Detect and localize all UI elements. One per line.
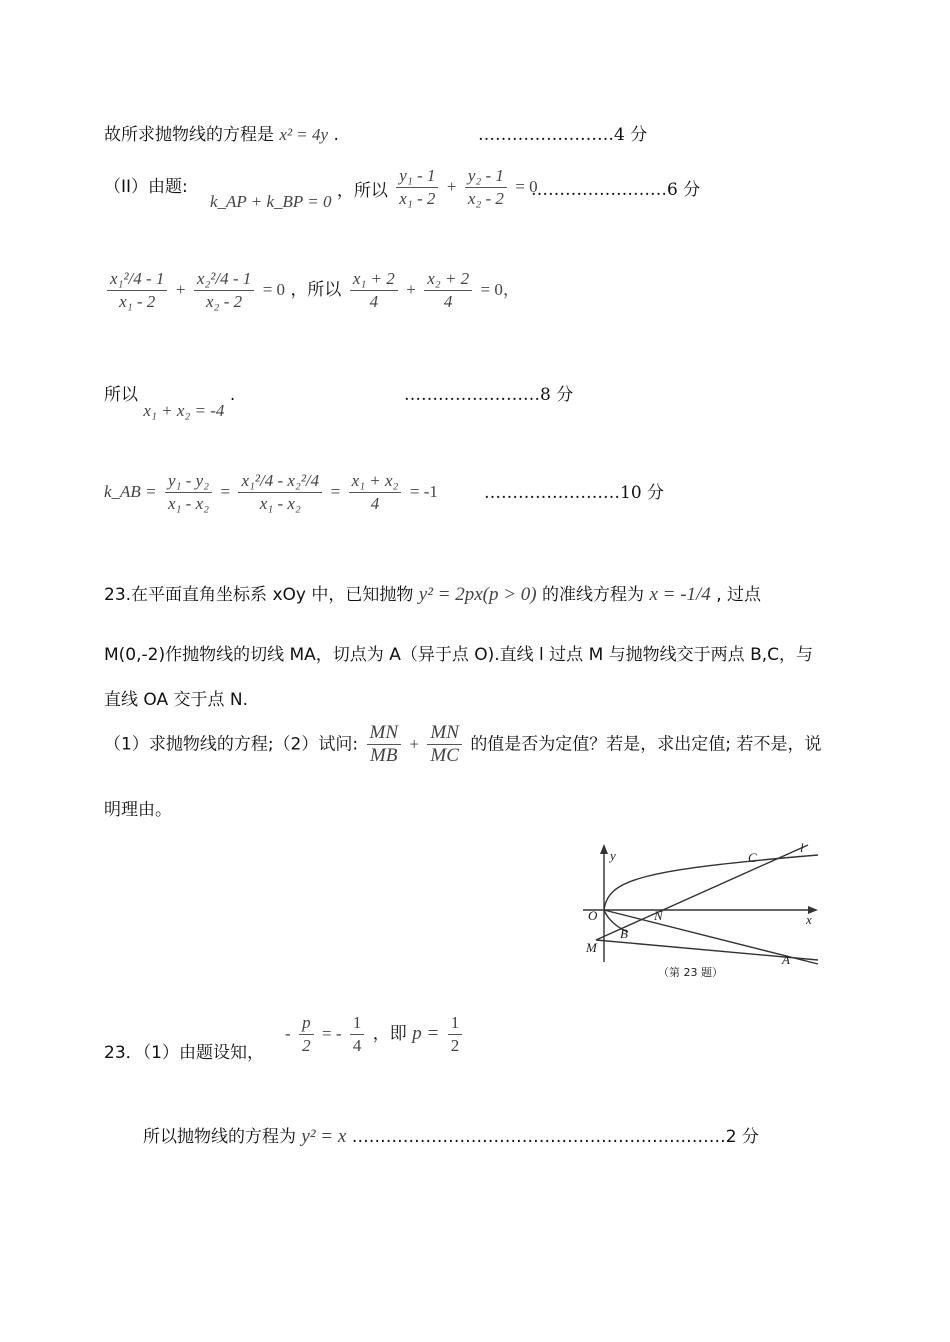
- k-sum-eq: k_AP + k_BP = 0: [210, 192, 332, 211]
- line-5-rhs: = -1: [409, 482, 438, 501]
- frac-sq-diff: $\frac{\text{x₁²/4 - x₂²/4}}{\text{x₁ - x₂}}$: [238, 470, 322, 515]
- y-arrow: [600, 844, 608, 854]
- frac-p-2: $\frac{p}{2}$: [299, 1012, 314, 1057]
- line-3: $\frac{\text{x₁²/4 - 1}}{\text{x₁ - 2}}$ + $\frac{\text{x₂²/4 - 1}}{\text{x₂ - 2}}$ = 0 ，所以 $\frac{\text{x₁ + 2}}{4}$ + $\frac{\text{x₂ + 2}}{4}$ = 0，: [104, 268, 520, 313]
- line-4-text: 所以: [104, 385, 138, 405]
- label-N: N: [654, 908, 663, 923]
- line-2-label: （II）由题:: [104, 177, 188, 197]
- line-2-rhs: = 0: [515, 177, 538, 196]
- q23-line-2: M(0,-2)作抛物线的切线 MA，切点为 A（异于点 O).直线 l 过点 M 与抛物线交于两点 B,C，与: [104, 645, 814, 665]
- line-4-score: ……………………8 分: [404, 385, 574, 405]
- a23b-text: 所以抛物线的方程为: [143, 1127, 296, 1147]
- parabola-curve: [604, 855, 818, 910]
- a23-label: 23．（1）由题设知，: [104, 1043, 264, 1063]
- frac-y2: $\frac{\text{y₂ - 1}}{\text{x₂ - 2}}$: [465, 165, 507, 210]
- line-1: [104, 120, 339, 145]
- q23-line-5: 明理由。: [104, 800, 172, 820]
- a23-line-1-eq: - $\frac{p}{2}$ = - $\frac{1}{4}$ ，即 p = $\frac{1}{2}$: [285, 1012, 465, 1057]
- line-3-rhs2: = 0，: [480, 280, 520, 299]
- q23-line1-b: 的准线方程为: [542, 585, 645, 605]
- label-y: y: [610, 848, 616, 863]
- q23-directrix-eq: x = -1/4: [649, 584, 711, 605]
- line-2-eq: k_AP + k_BP = 0 ，所以 $\frac{\text{y₁ - 1}}{\text{x₁ - 2}}$ + $\frac{\text{y₂ - 1}}{\text{x₂ - 2}}$ = 0: [210, 166, 538, 211]
- frac-mn-mc: $\frac{MN}{MC}$: [427, 722, 462, 767]
- figure-caption: （第 23 题）: [658, 966, 723, 979]
- line-4-eq: x₁ + x₂ = -4: [143, 401, 225, 420]
- frac-mn-mb: $\frac{MN}{MB}$: [367, 722, 402, 767]
- q23-line4-b: 的值是否为定值？若是，求出定值; 若不是，说: [470, 734, 822, 755]
- label-l: l: [800, 840, 804, 855]
- frac-1-2: $\frac{1}{2}$: [448, 1012, 463, 1057]
- a23-line-1: [104, 1038, 264, 1063]
- line-2-score: ……………………6 分: [531, 180, 701, 200]
- label-B: B: [620, 926, 628, 941]
- label-A: A: [782, 952, 790, 967]
- frac-y1: $\frac{\text{y₁ - 1}}{\text{x₁ - 2}}$: [396, 165, 438, 210]
- q23-parabola-eq: y² = 2px(p > 0): [418, 584, 537, 605]
- line-2-mid: ，所以: [336, 181, 388, 201]
- frac-y1-y2: $\frac{\text{y₁ - y₂}}{\text{x₁ - x₂}}$: [165, 470, 212, 515]
- frac-x2sq: $\frac{\text{x₂²/4 - 1}}{\text{x₂ - 2}}$: [194, 268, 254, 313]
- line-4-dot: .: [229, 385, 236, 405]
- line-2: [104, 172, 188, 197]
- q23-line-3: 直线 OA 交于点 N.: [104, 690, 249, 710]
- line-1-score: ……………………4 分: [478, 125, 648, 145]
- a23-p-eq: p =: [412, 1023, 440, 1044]
- line-5: k_AB = $\frac{\text{y₁ - y₂}}{\text{x₁ - x₂}}$ = $\frac{\text{x₁²/4 - x₂²/4}}{\text{x₁ - x₂}}$ = $\frac{\text{x₁ + x₂}}{4}$ = -1: [104, 471, 438, 513]
- frac-sum-4: $\frac{\text{x₁ + x₂}}{4}$: [349, 470, 402, 515]
- a23b-score: …………………………………………………………2 分: [351, 1127, 759, 1147]
- frac-x1sq: $\frac{\text{x₁²/4 - 1}}{\text{x₁ - 2}}$: [107, 268, 167, 313]
- frac-x1p2: $\frac{\text{x₁ + 2}}{4}$: [350, 268, 398, 313]
- line-3-rhs: = 0: [262, 280, 286, 299]
- q23-line-1: [104, 580, 761, 606]
- line-5-score: ……………………10 分: [484, 483, 665, 503]
- a23-line-2: [143, 1122, 759, 1148]
- a23-mid: ，即: [372, 1024, 407, 1044]
- q23-line1-a: 23.在平面直角坐标系 xOy 中，已知抛物: [104, 585, 414, 605]
- label-C: C: [748, 850, 757, 865]
- line-1-text: 故所求抛物线的方程是: [104, 125, 274, 145]
- label-x: x: [806, 912, 812, 927]
- kab-lhs: k_AB =: [104, 482, 157, 501]
- line-3-mid: ，所以: [290, 280, 342, 300]
- label-O: O: [588, 908, 598, 923]
- parabola-figure: [578, 840, 828, 980]
- q23-line-4: （1）求抛物线的方程;（2）试问: $\frac{MN}{MB}$ + $\frac{MN}{MC}$ 的值是否为定值？若是，求出定值; 若不是，说: [104, 722, 822, 766]
- q23-line4-a: （1）求抛物线的方程;（2）试问:: [104, 734, 359, 755]
- q23-line1-c: , 过点: [716, 585, 762, 605]
- line-1-dot: .: [333, 125, 339, 145]
- a23b-eq: y² = x: [301, 1126, 347, 1147]
- frac-x2p2: $\frac{\text{x₂ + 2}}{4}$: [424, 268, 472, 313]
- line-4: [104, 380, 236, 420]
- frac-1-4: $\frac{1}{4}$: [350, 1012, 365, 1057]
- line-1-eq: x² = 4y: [279, 125, 329, 144]
- label-M: M: [586, 940, 597, 955]
